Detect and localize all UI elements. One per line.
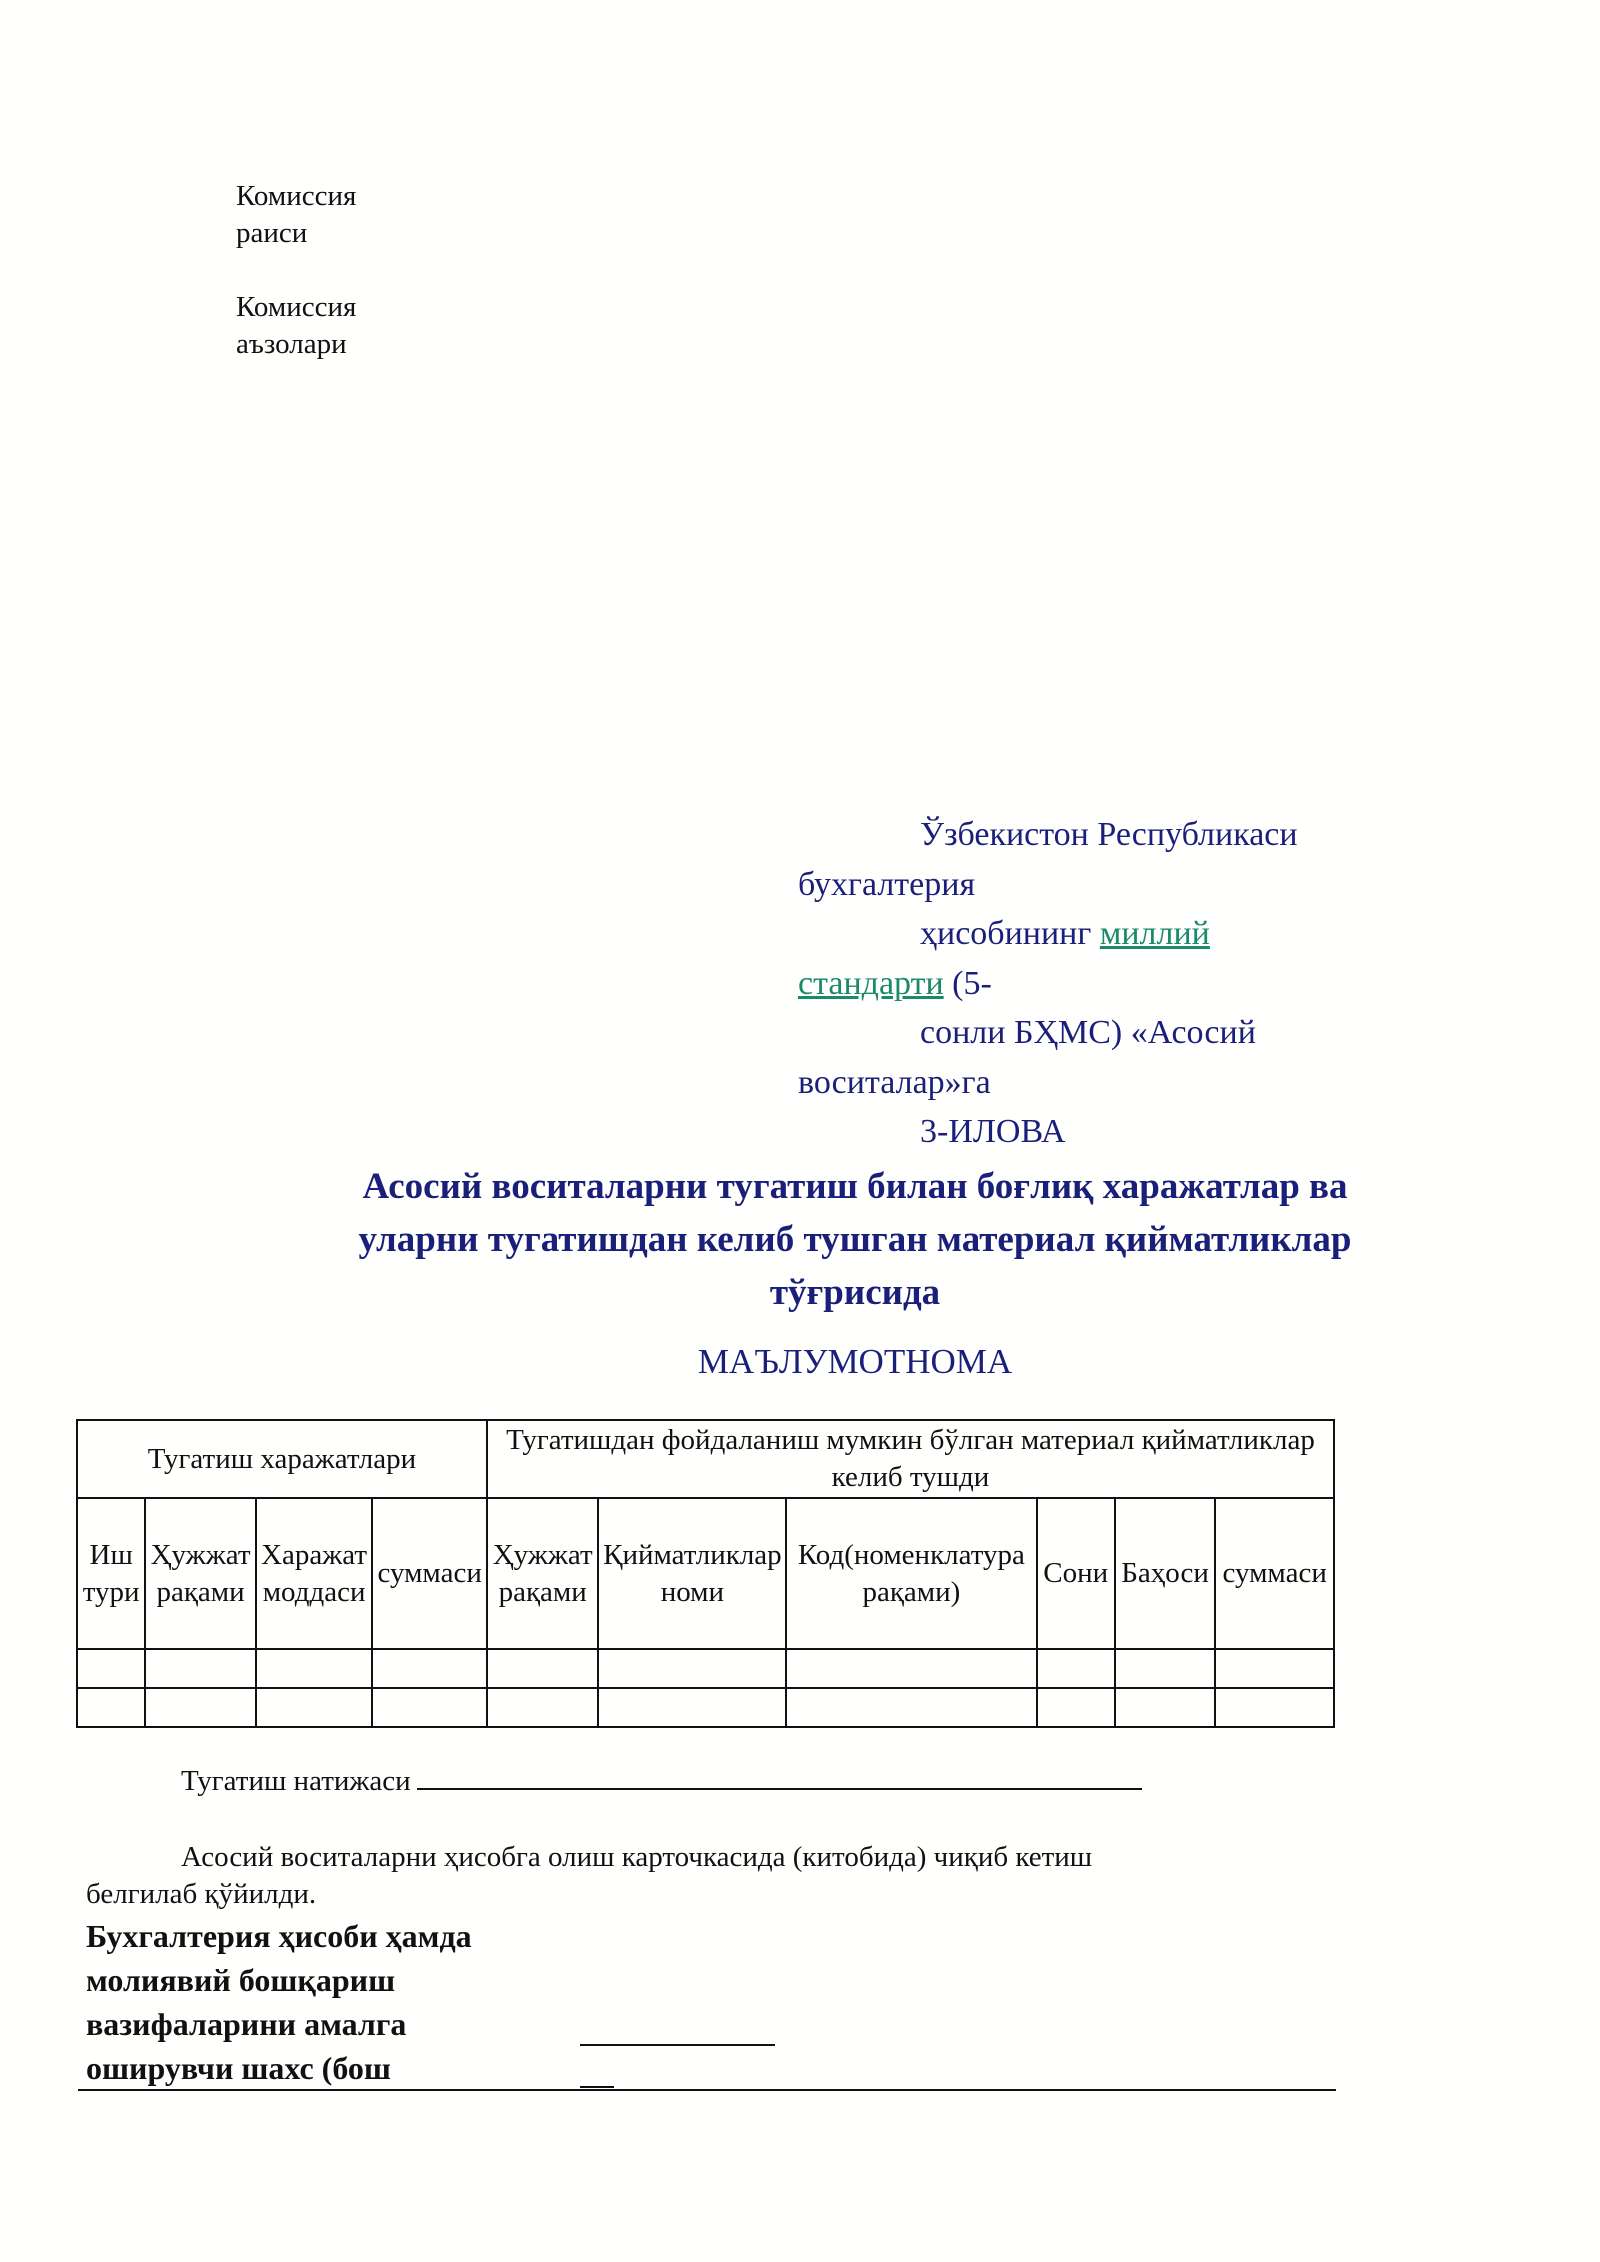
signature-line-short (580, 2086, 614, 2088)
members-label-1: Комиссия (236, 291, 357, 323)
col-header: Код(номенклатура рақами) (786, 1498, 1036, 1649)
table-cell[interactable] (1037, 1649, 1115, 1688)
table-cell[interactable] (1115, 1649, 1215, 1688)
commission-signatures (236, 178, 356, 363)
table-cell[interactable] (256, 1688, 373, 1727)
table-row (77, 1649, 1334, 1688)
col-header: Сони (1037, 1498, 1115, 1649)
col-header: Иш тури (77, 1498, 145, 1649)
col-header: суммаси (1215, 1498, 1334, 1649)
title-line-2: уларни тугатишдан келиб тушган материал қийматликлар (358, 1219, 1352, 1260)
table-cell[interactable] (1215, 1649, 1334, 1688)
result-label: Тугатиш натижаси (181, 1765, 411, 1797)
ref-line-5: сонли БҲМС) «Асосий (920, 1014, 1256, 1051)
col-header: Харажат моддаси (256, 1498, 373, 1649)
col-header: Ҳужжат рақами (145, 1498, 256, 1649)
document-subtitle: МАЪЛУМОТНОМА (697, 1342, 1013, 1381)
bottom-divider (78, 2089, 1336, 2091)
chair-label-2: раиси (236, 217, 308, 249)
title-line-3: тўғрисида (769, 1272, 941, 1313)
group-header-materials: Тугатишдан фойдаланиш мумкин бўлган материал қийматликлар келиб тушди (487, 1420, 1334, 1498)
table-cell[interactable] (77, 1688, 145, 1727)
accountant-line-1: Бухгалтерия ҳисоби ҳамда (86, 1918, 472, 1954)
accountant-line-4: оширувчи шахс (бош (86, 2050, 391, 2086)
standard-reference (798, 810, 1438, 1157)
ref-line-4 (798, 959, 1438, 1009)
members-label-2: аъзолари (236, 328, 347, 360)
table-cell[interactable] (598, 1649, 786, 1688)
table-cell[interactable] (598, 1688, 786, 1727)
table-row (77, 1688, 1334, 1727)
signature-line[interactable] (580, 2044, 775, 2046)
title-line-1: Асосий воситаларни тугатиш билан боғлиқ харажатлар ва (362, 1166, 1348, 1207)
result-input-line[interactable] (417, 1762, 1142, 1790)
ref-line-6: воситалар»га (798, 1063, 991, 1101)
accountant-line-3: вазифаларини амалга (86, 2006, 407, 2042)
write-off-note (86, 1839, 1286, 1913)
accountant-block (86, 1914, 566, 2090)
col-header: Баҳоси (1115, 1498, 1215, 1649)
note-line-2: белгилаб қўйилди. (86, 1878, 317, 1910)
table-cell[interactable] (256, 1649, 373, 1688)
table-cell[interactable] (372, 1649, 487, 1688)
table-cell[interactable] (487, 1649, 599, 1688)
document-title (200, 1160, 1510, 1319)
table-cell[interactable] (145, 1649, 256, 1688)
note-line-1: Асосий воситаларни ҳисобга олиш карточкасида (китобида) чиқиб кетиш (181, 1841, 1093, 1873)
appendix-number: 3-ИЛОВА (920, 1113, 1066, 1150)
table-cell[interactable] (1037, 1688, 1115, 1727)
ref-line-4-text: (5- (943, 964, 992, 1002)
standard-link-part2[interactable]: стандарти (798, 964, 944, 1002)
ref-line-2: бухгалтерия (798, 865, 976, 903)
col-header: Қийматликлар номи (598, 1498, 786, 1649)
ref-line-3 (798, 909, 1438, 959)
table-cell[interactable] (1215, 1688, 1334, 1727)
chair-label-1: Комиссия (236, 180, 357, 212)
table-cell[interactable] (487, 1688, 599, 1727)
standard-link-part1[interactable]: миллий (1099, 915, 1210, 952)
col-header: Ҳужжат рақами (487, 1498, 599, 1649)
ref-line-3-text: ҳисобининг (920, 915, 1100, 952)
liquidation-table (76, 1419, 1335, 1728)
table-cell[interactable] (372, 1688, 487, 1727)
table-cell[interactable] (77, 1649, 145, 1688)
table-cell[interactable] (786, 1649, 1036, 1688)
table-cell[interactable] (145, 1688, 256, 1727)
result-row (181, 1762, 1142, 1798)
group-header-expenses: Тугатиш харажатлари (77, 1420, 487, 1498)
ref-line-1: Ўзбекистон Республикаси (920, 816, 1298, 853)
accountant-line-2: молиявий бошқариш (86, 1962, 396, 1998)
table-cell[interactable] (786, 1688, 1036, 1727)
col-header: суммаси (372, 1498, 487, 1649)
table-cell[interactable] (1115, 1688, 1215, 1727)
